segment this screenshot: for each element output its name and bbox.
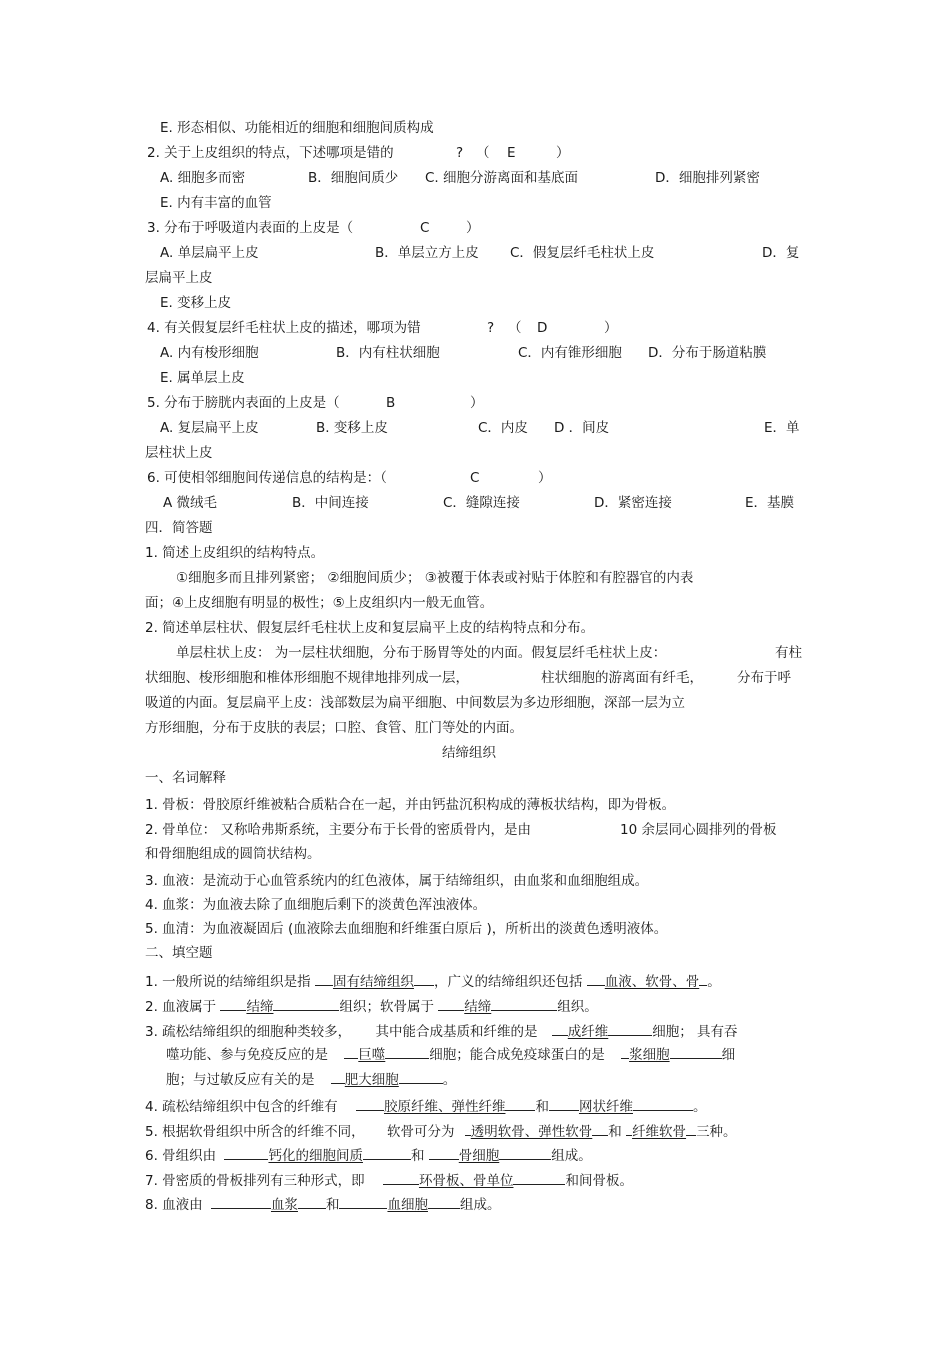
fill-1-answer-2: 血液、软骨、骨 — [604, 974, 700, 990]
short-answer-a2-line2-mid: 柱状细胞的游离面有纤毛， — [541, 670, 703, 686]
fill-3-line-2-post: 细 — [721, 1047, 736, 1063]
fill-5-blank-tail — [592, 1120, 608, 1136]
terms-heading: 一、名词解释 — [145, 770, 226, 786]
fill-3-line-2 — [166, 1043, 735, 1065]
fill-3-line-1 — [145, 1020, 738, 1042]
term-4: 4. 血浆：为血液去除了血细胞后剩下的淡黄色浑浊液体。 — [145, 897, 487, 913]
short-answer-a2-line3: 吸道的内面。复层扁平上皮：浅部数层为扁平细胞、中间数层为多边形细胞，深部一层为立 — [145, 695, 685, 711]
fill-6-answer-2: 骨细胞 — [458, 1148, 500, 1164]
fill-1-answer-1: 固有结缔组织 — [332, 974, 414, 990]
fill-3-blank-tail — [608, 1020, 652, 1036]
fill-7-pre: 7. 骨密质的骨板排列有三种形式，即 — [145, 1173, 365, 1189]
short-answer-a2-line2-end: 分布于呼 — [737, 670, 791, 686]
q2-option-e: E. 内有丰富的血管 — [160, 195, 272, 211]
fill-8-blank-lead-2 — [339, 1193, 387, 1209]
fill-6-post: 组成。 — [551, 1148, 592, 1164]
short-answer-a2-line4: 方形细胞，分布于皮肤的表层；口腔、食管、肛门等处的内面。 — [145, 720, 523, 736]
q4-question-mark: ? — [487, 320, 495, 336]
q6-option-e: E．基膜 — [745, 495, 795, 511]
fill-7-post: 和间骨板。 — [565, 1173, 633, 1189]
q2-option-b: B．细胞间质少 — [308, 170, 399, 186]
fill-1-mid: ，广义的结缔组织还包括 — [433, 974, 583, 990]
fill-8 — [145, 1193, 500, 1215]
fill-3-line-2-pre: 噬功能、参与免疫反应的是 — [166, 1047, 328, 1063]
fill-8-mid: 和 — [325, 1197, 340, 1213]
q2-stem: 2. 关于上皮组织的特点，下述哪项是错的 — [147, 145, 394, 161]
q4-paren-open: （ — [508, 320, 522, 336]
q5-paren-close: ） — [470, 395, 484, 411]
term-2-cont: 10 余层同心圆排列的骨板 — [620, 822, 777, 838]
q4-stem: 4. 有关假复层纤毛柱状上皮的描述，哪项为错 — [147, 320, 421, 336]
q3-stem: 3. 分布于呼吸道内表面的上皮是（ — [147, 220, 354, 236]
fill-6-blank-tail-2 — [499, 1144, 551, 1160]
q5-option-d: D ．间皮 — [554, 420, 610, 436]
q5-option-a: A. 复层扁平上皮 — [160, 420, 259, 436]
fill-3-line-3-post: 。 — [442, 1072, 457, 1088]
fill-3-blank-3-tail — [670, 1043, 722, 1059]
q2-option-a: A. 细胞多而密 — [160, 170, 246, 186]
fill-8-post: 组成。 — [459, 1197, 501, 1213]
fill-3-line-3 — [166, 1068, 456, 1090]
fill-4-blank-tail-2 — [633, 1095, 693, 1111]
fill-6-blank-lead-2 — [429, 1144, 459, 1160]
q2-option-d: D．细胞排列紧密 — [655, 170, 760, 186]
fill-3-blank-3-lead — [621, 1043, 629, 1059]
fill-3-blank-lead — [552, 1020, 568, 1036]
fill-7 — [145, 1169, 633, 1191]
fill-2-pre: 2. 血液属于 — [145, 999, 217, 1015]
q5-answer: B — [386, 395, 396, 411]
short-answer-a2-line2: 状细胞、梭形细胞和椎体形细胞不规律地排列成一层， — [145, 670, 469, 686]
fill-4-pre: 4. 疏松结缔组织中包含的纤维有 — [145, 1099, 338, 1115]
fill-3-blank-2-lead — [344, 1043, 358, 1059]
fill-3-mid-2: 细胞； 具有吞 — [652, 1024, 738, 1040]
fill-2-blank-lead-2 — [438, 995, 464, 1011]
q4-option-c: C．内有锥形细胞 — [518, 345, 622, 361]
fill-2 — [145, 995, 598, 1017]
q6-option-a: A 微绒毛 — [163, 495, 218, 511]
term-5: 5. 血清：为血液凝固后 (血液除去血细胞和纤维蛋白原后 )，所析出的淡黄色透明液体。 — [145, 921, 668, 937]
q3-option-d: D．复 — [762, 245, 800, 261]
fill-3-answer-2: 巨噬 — [358, 1047, 386, 1063]
fill-1 — [145, 970, 721, 992]
q4-option-e: E. 属单层上皮 — [160, 370, 245, 386]
fill-5 — [145, 1120, 737, 1142]
fill-8-answer-2: 血细胞 — [387, 1197, 428, 1213]
q6-option-d: D．紧密连接 — [594, 495, 672, 511]
fill-2-blank-tail-2 — [491, 995, 557, 1011]
fill-7-blank-lead — [383, 1169, 419, 1185]
q3-option-c: C．假复层纤毛柱状上皮 — [510, 245, 655, 261]
term-2-line2: 和骨细胞组成的圆筒状结构。 — [145, 846, 321, 862]
q6-answer: C — [470, 470, 480, 486]
q6-option-c: C．缝隙连接 — [443, 495, 520, 511]
fill-6 — [145, 1144, 592, 1166]
fill-3-answer-4: 肥大细胞 — [344, 1072, 399, 1088]
fill-7-answer-1: 环骨板、骨单位 — [418, 1173, 514, 1189]
fill-3-blank-2-tail — [385, 1043, 429, 1059]
term-1: 1. 骨板：骨胶原纤维被粘合质粘合在一起，并由钙盐沉积构成的薄板状结构，即为骨板。 — [145, 797, 676, 813]
fill-6-answer-1: 钙化的细胞间质 — [268, 1148, 363, 1164]
fill-2-post: 组织。 — [557, 999, 598, 1015]
q5-option-b: B. 变移上皮 — [316, 420, 388, 436]
short-answer-a2-line1: 单层柱状上皮： 为一层柱状细胞，分布于肠胃等处的内面。假复层纤毛柱状上皮： — [176, 645, 667, 661]
fill-3-mid-1: 其中能合成基质和纤维的是 — [375, 1024, 538, 1040]
fill-4-mid: 和 — [535, 1099, 549, 1115]
q3-option-a: A. 单层扁平上皮 — [160, 245, 259, 261]
q3-option-b: B．单层立方上皮 — [375, 245, 479, 261]
fill-8-blank-tail — [298, 1193, 326, 1209]
q3-answer: C — [420, 220, 430, 236]
fill-2-blank-lead — [220, 995, 246, 1011]
fill-3-answer-1: 成纤维 — [567, 1024, 609, 1040]
fill-3-blank-4-lead — [331, 1068, 345, 1084]
q4-answer: D — [537, 320, 548, 336]
fill-6-pre: 6. 骨组织由 — [145, 1148, 217, 1164]
short-answer-a2-line1-end: 有柱 — [775, 645, 802, 661]
short-answer-heading: 四．简答题 — [145, 520, 213, 536]
fill-3-blank-4-tail — [399, 1068, 443, 1084]
fill-3-line-3-pre: 胞；与过敏反应有关的是 — [166, 1072, 315, 1088]
q2-question-mark: ? — [456, 145, 464, 161]
fill-heading: 二、填空题 — [145, 945, 213, 961]
fill-5-answer-1: 透明软骨、弹性软骨 — [470, 1124, 593, 1140]
q2-answer: E — [507, 145, 516, 161]
q4-option-b: B．内有柱状细胞 — [336, 345, 440, 361]
fill-8-blank-tail-2 — [428, 1193, 460, 1209]
fill-6-mid: 和 — [410, 1148, 425, 1164]
fill-6-blank-tail — [363, 1144, 411, 1160]
fill-5-blank-tail-2 — [686, 1120, 696, 1136]
fill-1-blank-lead-2 — [587, 970, 605, 986]
q2-option-c: C. 细胞分游离面和基底面 — [425, 170, 579, 186]
term-2: 2. 骨单位： 又称哈弗斯系统，主要分布于长骨的密质骨内，是由 — [145, 822, 531, 838]
fill-1-blank-lead — [315, 970, 333, 986]
q5-stem: 5. 分布于膀胱内表面的上皮是（ — [147, 395, 340, 411]
fill-8-blank-lead — [211, 1193, 271, 1209]
fill-5-post: 三种。 — [696, 1124, 737, 1140]
fill-8-pre: 8. 血液由 — [145, 1197, 203, 1213]
fill-5-mid-1: 软骨可分为 — [386, 1124, 455, 1140]
short-answer-a1-line2: 面；④上皮细胞有明显的极性；⑤上皮组织内一般无血管。 — [145, 595, 494, 611]
q4-option-d: D．分布于肠道粘膜 — [648, 345, 767, 361]
fill-7-blank-tail — [513, 1169, 565, 1185]
q6-paren-close: ） — [538, 470, 552, 486]
q5-option-e-cont: 层柱状上皮 — [145, 445, 213, 461]
fill-2-blank-tail — [273, 995, 339, 1011]
fill-4 — [145, 1095, 706, 1117]
fill-4-post: 。 — [692, 1099, 707, 1115]
q2-paren-close: ） — [556, 145, 570, 161]
q5-option-c: C．内皮 — [478, 420, 528, 436]
fill-2-answer-2: 结缔 — [464, 999, 492, 1015]
short-answer-q1: 1. 简述上皮组织的结构特点。 — [145, 545, 325, 561]
q6-option-b: B．中间连接 — [292, 495, 369, 511]
fill-4-blank-tail — [505, 1095, 535, 1111]
fill-4-answer-1: 胶原纤维、弹性纤维 — [383, 1099, 506, 1115]
q2-paren-open: （ — [476, 145, 490, 161]
fill-5-mid: 和 — [608, 1124, 622, 1140]
q4-paren-close: ） — [604, 320, 618, 336]
fill-6-blank-lead — [224, 1144, 268, 1160]
short-answer-a1-line1: ①细胞多而且排列紧密； ②细胞间质少； ③被覆于体表或衬贴于体腔和有腔器官的内表 — [176, 570, 694, 586]
fill-1-post: 。 — [707, 974, 721, 990]
q3-option-d-cont: 层扁平上皮 — [145, 270, 213, 286]
section-title: 结缔组织 — [442, 745, 496, 761]
fill-5-answer-2: 纤维软骨 — [632, 1124, 687, 1140]
fill-2-mid: 组织；软骨属于 — [339, 999, 434, 1015]
fill-8-answer-1: 血浆 — [270, 1197, 298, 1213]
fill-3-answer-3: 浆细胞 — [629, 1047, 670, 1063]
term-3: 3. 血液：是流动于心血管系统内的红色液体，属于结缔组织，由血浆和血细胞组成。 — [145, 873, 649, 889]
q3-paren-close: ） — [466, 220, 480, 236]
q1-option-e: E. 形态相似、功能相近的细胞和细胞间质构成 — [160, 120, 434, 136]
short-answer-q2: 2. 简述单层柱状、假复层纤毛柱状上皮和复层扁平上皮的结构特点和分布。 — [145, 620, 595, 636]
fill-5-pre: 5. 根据软骨组织中所含的纤维不同， — [145, 1124, 365, 1140]
fill-1-pre: 1. 一般所说的结缔组织是指 — [145, 974, 311, 990]
fill-3-pre: 3. 疏松结缔组织的细胞种类较多， — [145, 1024, 352, 1040]
q6-stem: 6. 可使相邻细胞间传递信息的结构是：（ — [147, 470, 387, 486]
fill-1-blank-tail — [414, 970, 434, 986]
q5-option-e: E．单 — [764, 420, 800, 436]
fill-4-blank-lead — [356, 1095, 384, 1111]
fill-4-blank-lead-2 — [549, 1095, 579, 1111]
fill-4-answer-2: 网状纤维 — [578, 1099, 633, 1115]
q4-option-a: A. 内有梭形细胞 — [160, 345, 259, 361]
q3-option-e: E. 变移上皮 — [160, 295, 232, 311]
fill-2-answer-1: 结缔 — [246, 999, 274, 1015]
fill-3-line-2-mid: 细胞；能合成免疫球蛋白的是 — [429, 1047, 605, 1063]
